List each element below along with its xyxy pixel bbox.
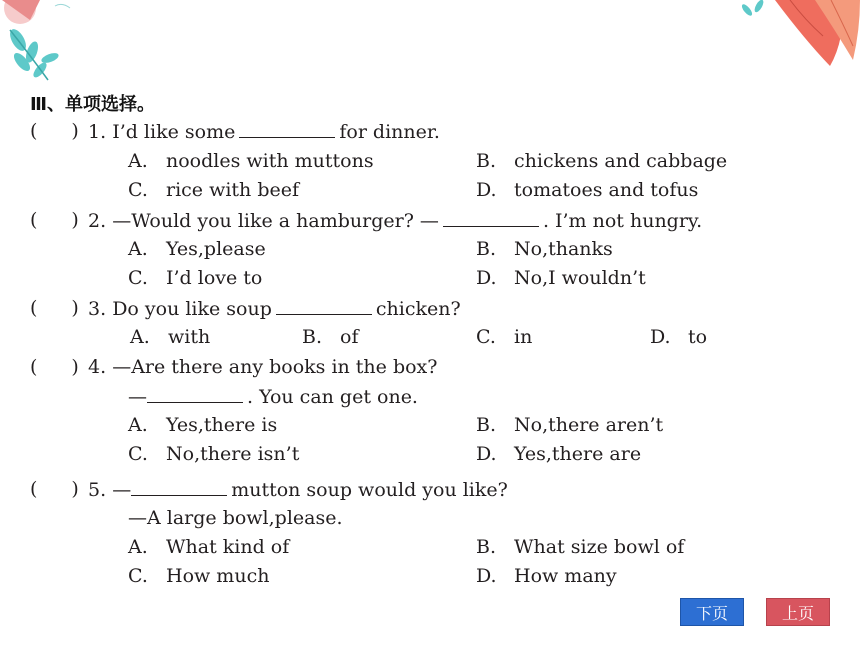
option-d: D. tomatoes and tofus bbox=[476, 179, 699, 201]
option-a: A. Yes,there is bbox=[128, 414, 278, 436]
answer-bracket: ( ) bbox=[30, 209, 79, 231]
section-title: Ⅲ、单项选择。 bbox=[30, 94, 156, 115]
option-c: C. No,there isn’t bbox=[128, 443, 300, 465]
leaf-decoration-top-left bbox=[0, 0, 80, 90]
option-b: B. of bbox=[302, 326, 359, 348]
leaf-decoration-top-right bbox=[735, 0, 860, 70]
option-b: B. No,there aren’t bbox=[476, 414, 664, 436]
option-b: B. chickens and cabbage bbox=[476, 150, 728, 172]
answer-bracket: ( ) bbox=[30, 356, 79, 378]
next-page-button[interactable]: 下页 bbox=[680, 598, 744, 626]
answer-blank bbox=[443, 208, 539, 227]
option-c: C. in bbox=[476, 326, 533, 348]
answer-blank bbox=[147, 384, 243, 403]
option-d: D. Yes,there are bbox=[476, 443, 642, 465]
question-stem-line2: —A large bowl,please. bbox=[128, 507, 343, 529]
option-c: C. I’d love to bbox=[128, 267, 263, 289]
question-stem: 2. —Would you like a hamburger? — . I’m not hungry. bbox=[88, 210, 703, 232]
question-stem: 1. I’d like some for dinner. bbox=[88, 121, 440, 143]
answer-bracket: ( ) bbox=[30, 478, 79, 500]
previous-page-button[interactable]: 上页 bbox=[766, 598, 830, 626]
answer-bracket: ( ) bbox=[30, 120, 79, 142]
question-stem-line2: — . You can get one. bbox=[128, 386, 418, 408]
question-stem: 3. Do you like soup chicken? bbox=[88, 298, 461, 320]
question-stem: 4. —Are there any books in the box? bbox=[88, 356, 438, 378]
answer-bracket: ( ) bbox=[30, 297, 79, 319]
option-b: B. No,thanks bbox=[476, 238, 613, 260]
option-c: C. rice with beef bbox=[128, 179, 300, 201]
option-a: A. What kind of bbox=[128, 536, 290, 558]
option-d: D. No,I wouldn’t bbox=[476, 267, 646, 289]
question-stem: 5. — mutton soup would you like? bbox=[88, 479, 508, 501]
option-d: D. to bbox=[650, 326, 708, 348]
answer-blank bbox=[131, 477, 227, 496]
option-d: D. How many bbox=[476, 565, 617, 587]
option-a: A. Yes,please bbox=[128, 238, 266, 260]
option-c: C. How much bbox=[128, 565, 270, 587]
option-a: A. noodles with muttons bbox=[128, 150, 374, 172]
option-a: A. with bbox=[130, 326, 211, 348]
option-b: B. What size bowl of bbox=[476, 536, 685, 558]
answer-blank bbox=[276, 296, 372, 315]
answer-blank bbox=[239, 119, 335, 138]
